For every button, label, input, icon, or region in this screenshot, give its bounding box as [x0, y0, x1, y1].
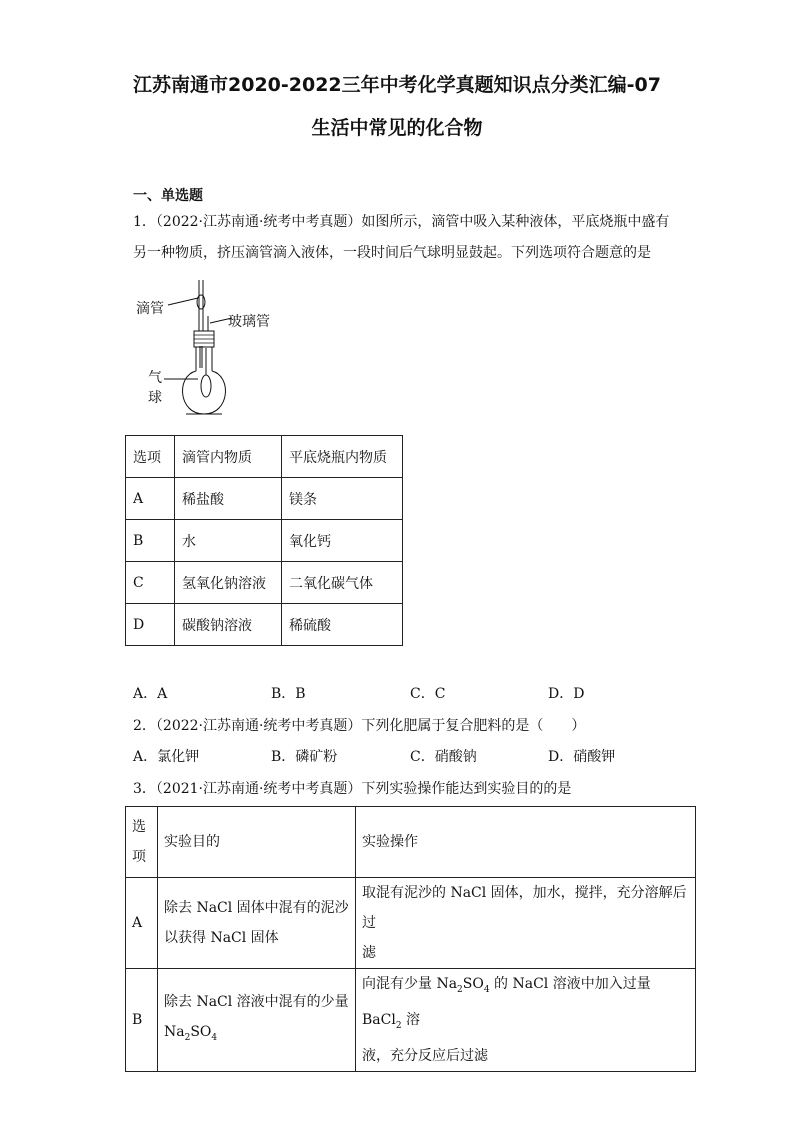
- q3-header-option-line2: 项: [132, 849, 146, 865]
- table-cell: C: [126, 562, 175, 604]
- q1-header-dropper: 滴管内物质: [175, 436, 282, 478]
- label-balloon-1: 气: [148, 370, 162, 386]
- table-cell: A: [126, 878, 158, 969]
- q1-option-c[interactable]: C．C: [410, 686, 446, 702]
- table-cell: 稀盐酸: [175, 478, 282, 520]
- subscript: 2: [457, 984, 463, 995]
- q3-stem: 3．（2021·江苏南通·统考中考真题）下列实验操作能达到实验目的的是: [133, 781, 572, 797]
- table-cell: 氢氧化钠溶液: [175, 562, 282, 604]
- q3-header-option: [126, 807, 158, 878]
- table-cell: [356, 878, 696, 969]
- q1-header-option: 选项: [126, 436, 175, 478]
- q1-stem-line1: 1．（2022·江苏南通·统考中考真题）如图所示，滴管中吸入某种液体，平底烧瓶中盛有: [133, 214, 670, 230]
- q2-option-d[interactable]: D．硝酸钾: [548, 749, 616, 765]
- q3-table: [125, 806, 696, 1072]
- q3-header-goal: 实验目的: [158, 807, 356, 878]
- q3-b-op-line2: 液，充分反应后过滤: [362, 1047, 488, 1064]
- q1-header-flask: 平底烧瓶内物质: [282, 436, 403, 478]
- table-cell: [158, 878, 356, 969]
- subscript: 4: [211, 1032, 218, 1043]
- q3-b-op-line1: [362, 969, 689, 1041]
- q1-table: [125, 435, 403, 646]
- table-cell: 二氧化碳气体: [282, 562, 403, 604]
- q3-a-op-line2: 滤: [362, 945, 376, 961]
- q2-option-a[interactable]: A．氯化钾: [133, 749, 200, 765]
- q2-option-b[interactable]: B．磷矿粉: [271, 749, 338, 765]
- table-cell: D: [126, 604, 175, 646]
- table-cell: 镁条: [282, 478, 403, 520]
- table-row: [126, 562, 403, 604]
- table-row: [126, 878, 696, 969]
- subscript: 4: [483, 984, 490, 995]
- section-heading: 一、单选题: [133, 188, 203, 204]
- subscript: 2: [184, 1032, 191, 1043]
- q3-a-goal-line2: 以获得 NaCl 固体: [164, 930, 279, 946]
- text-fragment: 向混有少量 Na: [362, 976, 458, 992]
- text-fragment: 溶: [401, 1011, 421, 1028]
- table-row: [126, 520, 403, 562]
- q2-option-c[interactable]: C．硝酸钠: [410, 749, 477, 765]
- text-fragment: Na: [164, 1023, 185, 1040]
- q3-a-goal-line1: 除去 NaCl 固体中混有的泥沙: [164, 900, 349, 916]
- document-title-line1: 江苏南通市2020-2022三年中考化学真题知识点分类汇编-07: [133, 74, 661, 96]
- table-cell: 水: [175, 520, 282, 562]
- q3-header-operation: 实验操作: [356, 807, 696, 878]
- q1-option-b[interactable]: B．B: [271, 686, 306, 702]
- table-cell: [158, 969, 356, 1072]
- table-cell: A: [126, 478, 175, 520]
- table-row: [126, 436, 403, 478]
- q3-a-op-line1: 取混有泥沙的 NaCl 固体，加水，搅拌，充分溶解后过: [362, 885, 687, 931]
- text-fragment: 的 NaCl 溶液中加入过量 BaCl: [362, 976, 651, 1028]
- text-fragment: SO: [190, 1023, 212, 1040]
- q1-option-a[interactable]: A．A: [133, 686, 168, 702]
- table-cell: 氧化钙: [282, 520, 403, 562]
- label-balloon-2: 球: [148, 390, 162, 406]
- table-row: [126, 604, 403, 646]
- label-dropper: 滴管: [136, 301, 164, 317]
- q3-header-option-line1: 选: [132, 819, 146, 835]
- table-cell: 碳酸钠溶液: [175, 604, 282, 646]
- table-row: [126, 807, 696, 878]
- q3-b-goal-line1: 除去 NaCl 溶液中混有的少量: [164, 993, 349, 1010]
- q2-stem: 2．（2022·江苏南通·统考中考真题）下列化肥属于复合肥料的是（ ）: [133, 718, 586, 734]
- table-row: [126, 969, 696, 1072]
- table-cell: [356, 969, 696, 1072]
- apparatus-figure: [130, 276, 270, 425]
- subscript: 2: [395, 1020, 402, 1031]
- q1-stem-line2: 另一种物质，挤压滴管滴入液体，一段时间后气球明显鼓起。下列选项符合题意的是: [133, 245, 651, 261]
- text-fragment: SO: [462, 976, 484, 992]
- q3-b-goal-line2: [164, 1017, 349, 1053]
- table-row: [126, 478, 403, 520]
- label-glass-tube: 玻璃管: [228, 314, 270, 330]
- table-cell: B: [126, 969, 158, 1072]
- table-cell: B: [126, 520, 175, 562]
- table-cell: 稀硫酸: [282, 604, 403, 646]
- document-title-line2: 生活中常见的化合物: [311, 117, 483, 139]
- q1-option-d[interactable]: D．D: [548, 686, 585, 702]
